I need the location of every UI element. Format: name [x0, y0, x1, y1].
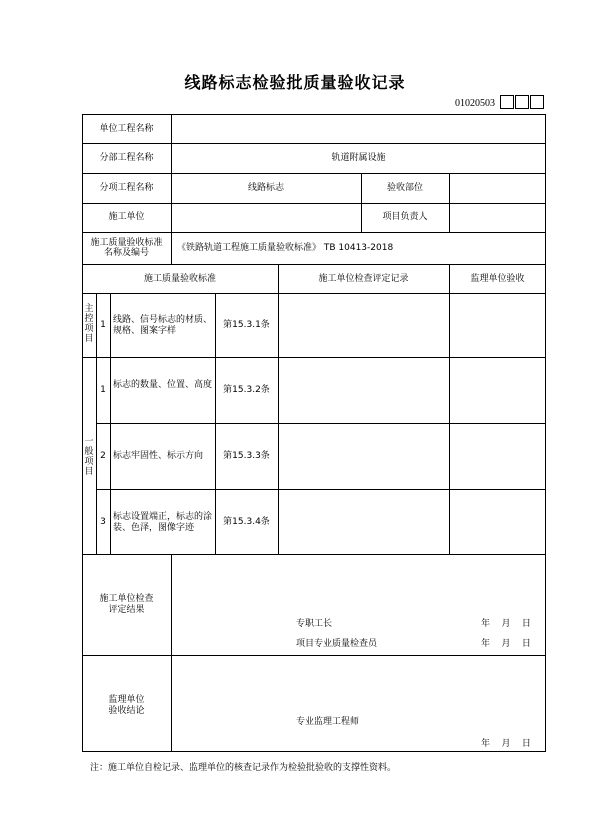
- item-clause: 第15.3.4条: [223, 517, 270, 527]
- subitem-project-value: 线路标志: [247, 183, 284, 193]
- code-box-2[interactable]: [515, 95, 529, 109]
- standard-label-line1: 施工质量验收标准: [90, 238, 163, 248]
- supervision-result-label-line1: 监理单位: [108, 695, 145, 705]
- item-text: 标志的数量、位置、高度: [113, 380, 213, 390]
- form-table: [82, 114, 546, 752]
- quality-inspector-label: 项目专业质量检查员: [296, 639, 378, 649]
- subitem-project-label: 分项工程名称: [99, 183, 154, 193]
- foreman-date: 年 月 日: [481, 619, 531, 629]
- construction-result-label-line2: 评定结果: [108, 605, 145, 615]
- acceptance-part-label: 验收部位: [386, 183, 423, 193]
- header-standard: 施工质量验收标准: [143, 274, 216, 284]
- item-no: 1: [100, 385, 106, 395]
- standard-label-line2: 名称及编号: [103, 248, 149, 258]
- group-general: 一般项目: [84, 437, 94, 477]
- inspector-date: 年 月 日: [481, 639, 531, 649]
- supervision-result-label-line2: 验收结论: [108, 706, 145, 716]
- standard-value: 《铁路轨道工程施工质量验收标准》 TB 10413-2018: [177, 243, 394, 253]
- footnote: 注：施工单位自检记录、监理单位的核查记录作为检验批验收的支撑性资料。: [90, 763, 397, 773]
- item-clause: 第15.3.2条: [223, 385, 270, 395]
- form-code: 01020503: [455, 98, 495, 109]
- unit-project-label: 单位工程名称: [99, 124, 154, 134]
- supervision-engineer-label: 专业监理工程师: [296, 717, 360, 727]
- header-supervision: 监理单位验收: [470, 274, 525, 284]
- code-box-1[interactable]: [500, 95, 514, 109]
- construction-result-label-line1: 施工单位检查: [99, 594, 154, 604]
- group-main-control: 主控项目: [84, 304, 94, 344]
- subunit-project-label: 分部工程名称: [99, 153, 154, 163]
- supervision-date: 年 月 日: [481, 739, 531, 749]
- foreman-label: 专职工长: [296, 619, 333, 629]
- item-clause: 第15.3.1条: [223, 320, 270, 330]
- item-text: 线路、信号标志的材质、规格、图案字样: [113, 315, 213, 336]
- construction-unit-label: 施工单位: [108, 212, 145, 222]
- item-no: 1: [100, 320, 106, 330]
- item-no: 2: [100, 451, 106, 461]
- item-text: 标志设置端正，标志的涂装、色泽，图像字迹: [113, 512, 213, 533]
- project-manager-label: 项目负责人: [382, 212, 428, 222]
- item-clause: 第15.3.3条: [223, 451, 270, 461]
- code-box-3[interactable]: [530, 95, 544, 109]
- item-no: 3: [100, 517, 106, 527]
- form-title: 线路标志检验批质量验收记录: [184, 73, 406, 92]
- item-text: 标志牢固性、标示方向: [113, 451, 204, 461]
- header-construction-record: 施工单位检查评定记录: [318, 274, 409, 284]
- subunit-project-value: 轨道附属设施: [331, 153, 386, 163]
